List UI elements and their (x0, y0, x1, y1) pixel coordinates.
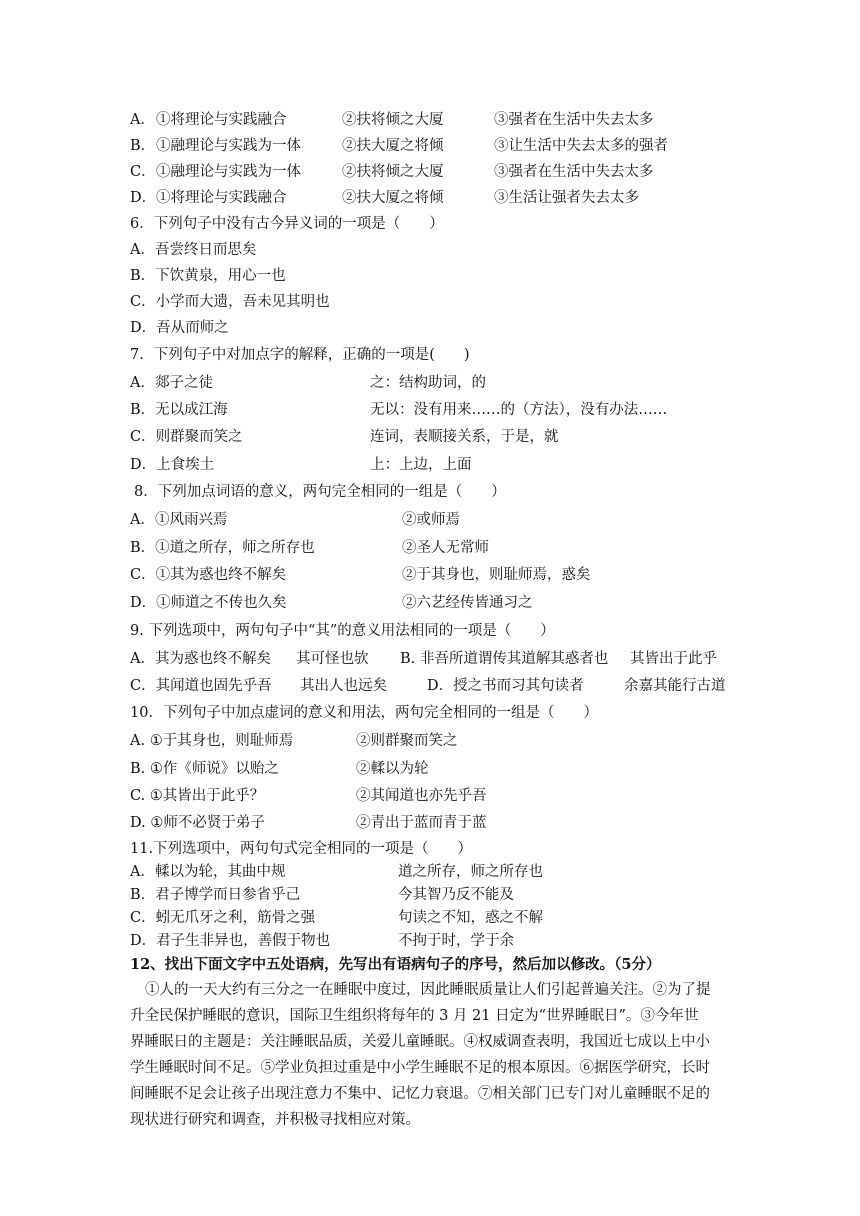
option-sentence-2: ②其闻道也亦先乎吾 (356, 788, 487, 804)
option-sentence-1: C．①其为惑也终不解矣 (130, 567, 287, 583)
option-d-sentence-2: 余嘉其能行古道 (624, 678, 726, 694)
option-sentence-2: 道之所存，师之所存也 (398, 864, 543, 880)
option-part-1: ①将理论与实践融合 (156, 112, 287, 128)
option-label: A． (130, 112, 155, 128)
option-a-sentence-1: A．其为惑也终不解矣 (130, 651, 271, 667)
q6-option-d: D．吾从而师之 (130, 320, 229, 336)
option-sentence-1: D．君子生非异也，善假于物也 (130, 933, 331, 949)
option-sentence-1: C．蚓无爪牙之利，筋骨之强 (130, 910, 316, 926)
option-a-sentence-2: 其可怪也欤 (296, 651, 369, 667)
q12-passage-line: 间睡眠不足会让孩子出现注意力不集中、记忆力衰退。⑦相关部门已专门对儿童睡眠不足的 (130, 1086, 710, 1102)
option-sentence-1: B. ①作《师说》以贻之 (130, 761, 279, 777)
q6-option-a: A．吾尝终日而思矣 (130, 242, 257, 258)
option-sentence-1: A. ①于其身也，则耻师焉 (130, 733, 294, 749)
option-part-1: ①融理论与实践为一体 (156, 164, 301, 180)
option-part-2: ②扶大厦之将倾 (342, 190, 444, 206)
option-part-2: ②扶将倾之大厦 (342, 164, 444, 180)
option-sentence: B．无以成江海 (130, 402, 228, 418)
option-sentence-1: D. ①师不必贤于弟子 (130, 815, 265, 831)
option-part-3: ③让生活中失去太多的强者 (494, 138, 668, 154)
option-explanation: 上：上边，上面 (370, 457, 472, 473)
option-d-sentence-1: D．授之书而习其句读者 (427, 678, 584, 694)
q12-passage-line: 界睡眠日的主题是：关注睡眠品质，关爱儿童睡眠。④权威调查表明，我国近七成以上中小 (130, 1034, 710, 1050)
option-sentence-1: A．①风雨兴焉 (130, 512, 228, 528)
q12-passage-line: 升全民保护睡眠的意识，国际卫生组织将每年的 3 月 21 日定为“世界睡眠日”。③今年世 (130, 1008, 699, 1024)
option-sentence-2: ②輮以为轮 (356, 761, 429, 777)
q6-option-b: B．下饮黄泉，用心一也 (130, 268, 286, 284)
option-sentence-2: ②六艺经传皆通习之 (402, 595, 533, 611)
option-part-3: ③强者在生活中失去太多 (494, 164, 654, 180)
option-explanation: 连词，表顺接关系，于是，就 (370, 429, 559, 445)
q6-stem: 6．下列句子中没有古今异义词的一项是（ ） (130, 216, 444, 232)
option-part-1: ①融理论与实践为一体 (156, 138, 301, 154)
option-label: D． (130, 190, 157, 206)
option-sentence: C．则群聚而笑之 (130, 429, 243, 445)
option-c-sentence-1: C．其闻道也固先乎吾 (130, 678, 272, 694)
q12-passage-line: ①人的一天大约有三分之一在睡眠中度过，因此睡眠质量让人们引起普遍关注。②为了提 (145, 982, 711, 998)
option-sentence-2: ②或师焉 (402, 512, 460, 528)
q7-stem: 7．下列句子中对加点字的解释，正确的一项是( ) (130, 347, 470, 363)
q12-passage-line: 学生睡眠时间不足。⑤学业负担过重是中小学生睡眠不足的根本原因。⑥据医学研究，长时 (130, 1060, 710, 1076)
option-sentence-2: ②于其身也，则耻师焉，惑矣 (402, 567, 591, 583)
option-sentence-1: A．輮以为轮，其曲中规 (130, 864, 286, 880)
option-sentence-2: ②青出于蓝而青于蓝 (356, 815, 487, 831)
option-explanation: 无以：没有用来……的（方法），没有办法…… (370, 402, 668, 418)
option-part-2: ②扶将倾之大厦 (342, 112, 444, 128)
option-part-3: ③生活让强者失去太多 (494, 190, 639, 206)
q12-passage-line: 现状进行研究和调查，并积极寻找相应对策。 (130, 1112, 420, 1128)
option-sentence-2: 不拘于时，学于余 (398, 933, 514, 949)
q11-stem: 11.下列选项中，两句句式完全相同的一项是（ ） (130, 841, 473, 857)
q10-stem: 10．下列句子中加点虚词的意义和用法，两句完全相同的一组是（ ） (130, 705, 598, 721)
option-sentence-2: ②圣人无常师 (402, 540, 489, 556)
option-sentence-2: ②则群聚而笑之 (356, 733, 458, 749)
option-sentence-2: 今其智乃反不能及 (398, 887, 514, 903)
q8-stem: 8．下列加点词语的意义，两句完全相同的一组是（ ） (134, 484, 506, 500)
option-sentence-1: B．①道之所存，师之所存也 (130, 540, 315, 556)
option-part-3: ③强者在生活中失去太多 (494, 112, 654, 128)
option-part-1: ①将理论与实践融合 (156, 190, 287, 206)
option-sentence-1: C. ①其皆出于此乎？ (130, 788, 265, 804)
q12-stem: 12、找出下面文字中五处语病，先写出有语病句子的序号，然后加以修改。（5分） (130, 956, 661, 973)
option-sentence: D．上食埃土 (130, 457, 215, 473)
q6-option-c: C．小学而大遗，吾未见其明也 (130, 294, 330, 310)
option-explanation: 之：结构助词，的 (370, 375, 486, 391)
option-b-sentence-1: B. 非吾所道谓传其道解其惑者也 (400, 651, 609, 667)
option-sentence-2: 句读之不知，惑之不解 (398, 910, 543, 926)
option-c-sentence-2: 其出人也远矣 (300, 678, 387, 694)
option-sentence: A．郯子之徒 (130, 375, 213, 391)
option-label: C． (130, 164, 156, 180)
option-part-2: ②扶大厦之将倾 (342, 138, 444, 154)
option-b-sentence-2: 其皆出于此乎 (630, 651, 717, 667)
option-sentence-1: B．君子博学而日参省乎己 (130, 887, 301, 903)
option-label: B． (130, 138, 156, 154)
option-sentence-1: D．①师道之不传也久矣 (130, 595, 287, 611)
q9-stem: 9. 下列选项中，两句句子中“其”的意义用法相同的一项是（ ） (130, 623, 555, 639)
